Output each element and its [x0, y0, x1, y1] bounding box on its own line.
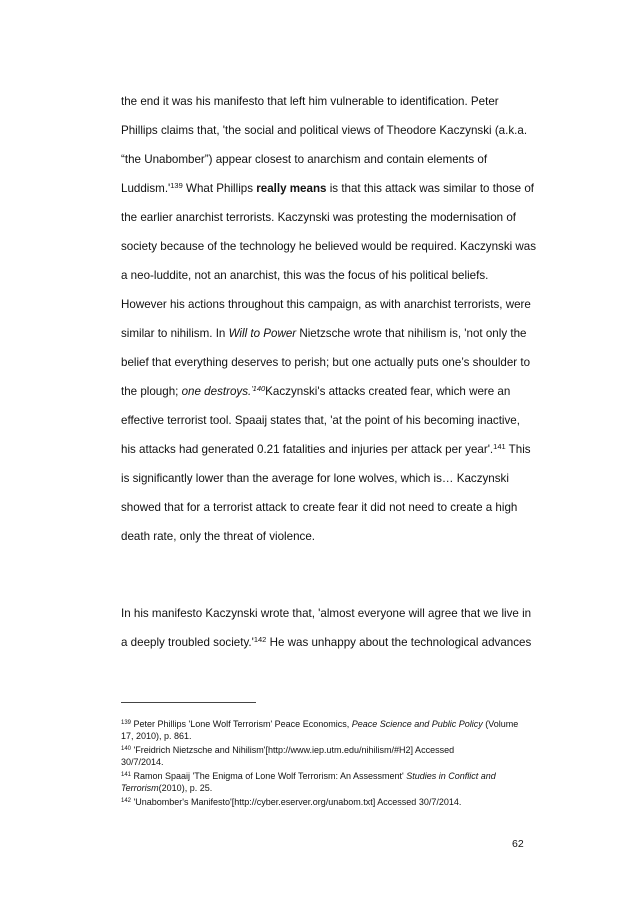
quote-italic: one destroys. — [181, 385, 252, 398]
footnote-number: 139 — [121, 720, 132, 726]
footnote-text: (Volume — [482, 719, 519, 729]
footnote-number: 140 — [121, 746, 132, 752]
body-line: In his manifesto Kaczynski wrote that, 'almost everyone will agree that we live in — [121, 607, 532, 620]
body-text: is that this attack was similar to those of — [326, 182, 534, 195]
footnote-number: 141 — [121, 772, 132, 778]
body-line: “the Unabomber”) appear closest to anarchism and contain elements of — [121, 153, 488, 166]
page-number: 62 — [512, 838, 524, 850]
book-title: Will to Power — [228, 327, 297, 340]
body-line: Phillips claims that, 'the social and political views of Theodore Kaczynski (a.k.a. — [121, 124, 528, 137]
body-line — [121, 385, 545, 399]
body-line — [121, 636, 545, 650]
footnote-140-cont: 30/7/2014. — [121, 757, 164, 767]
body-text: similar to nihilism. In — [121, 327, 229, 340]
footnote-text: 'Freidrich Nietzsche and Nihilism'[http://www.iep.utm.edu/nihilism/#H2] Accessed — [131, 745, 455, 755]
body-line: society because of the technology he believed would be required. Kaczynski was — [121, 240, 537, 253]
footnote-140 — [121, 744, 545, 756]
footnote-text: (2010), p. 25. — [158, 783, 213, 793]
footnote-ref: 142 — [253, 635, 267, 644]
footnote-141-cont — [121, 782, 545, 794]
footnote-text: Ramon Spaaij 'The Enigma of Lone Wolf Terrorism: An Assessment' — [131, 771, 407, 781]
footnote-139 — [121, 718, 545, 730]
body-line: belief that everything deserves to perish; but one actually puts one’s shoulder to — [121, 356, 531, 369]
body-line: the earlier anarchist terrorists. Kaczynski was protesting the modernisation of — [121, 211, 517, 224]
body-line — [121, 443, 545, 457]
body-line — [121, 182, 545, 196]
bold-emphasis: really means — [256, 182, 327, 195]
footnote-text: 'Unabomber's Manifesto'[http://cyber.eserver.org/unabom.txt] Accessed 30/7/2014. — [131, 797, 462, 807]
footnote-separator — [121, 702, 256, 703]
journal-title: Terrorism — [121, 783, 159, 793]
footnote-text: Peter Phillips 'Lone Wolf Terrorism' Peace Economics, — [131, 719, 352, 729]
body-line: showed that for a terrorist attack to create fear it did not need to create a high — [121, 501, 518, 514]
body-line: However his actions throughout this campaign, as with anarchist terrorists, were — [121, 298, 531, 311]
body-line: a neo-luddite, not an anarchist, this was the focus of his political beliefs. — [121, 269, 489, 282]
body-line — [121, 327, 545, 341]
footnote-number: 142 — [121, 798, 132, 804]
journal-title: Studies in Conflict and — [406, 771, 496, 781]
footnote-142 — [121, 796, 545, 808]
body-line: is significantly lower than the average for lone wolves, which is… Kaczynski — [121, 472, 509, 485]
body-text: Kaczynski's attacks created fear, which were an — [265, 385, 511, 398]
footnote-ref: '140 — [251, 384, 266, 393]
body-text: What Phillips — [182, 182, 257, 195]
body-line: death rate, only the threat of violence. — [121, 530, 315, 543]
footnote-ref: 141 — [493, 442, 506, 451]
body-text: Luddism.' — [121, 182, 171, 195]
body-line: effective terrorist tool. Spaaij states that, 'at the point of his becoming inactive, — [121, 414, 520, 427]
footnote-139-cont: 17, 2010), p. 861. — [121, 731, 192, 741]
footnote-ref: 139 — [170, 181, 183, 190]
body-text: He was unhappy about the technological advances — [266, 636, 532, 649]
body-text: his attacks had generated 0.21 fatalities and injuries per attack per year'. — [121, 443, 494, 456]
body-line: the end it was his manifesto that left him vulnerable to identification. Peter — [121, 95, 499, 108]
footnote-141 — [121, 770, 545, 782]
body-text: Nietzsche wrote that nihilism is, 'not only the — [296, 327, 527, 340]
body-text: This — [505, 443, 531, 456]
journal-title: Peace Science and Public Policy — [351, 719, 483, 729]
body-text: a deeply troubled society.' — [121, 636, 254, 649]
body-text: the plough; — [121, 385, 182, 398]
